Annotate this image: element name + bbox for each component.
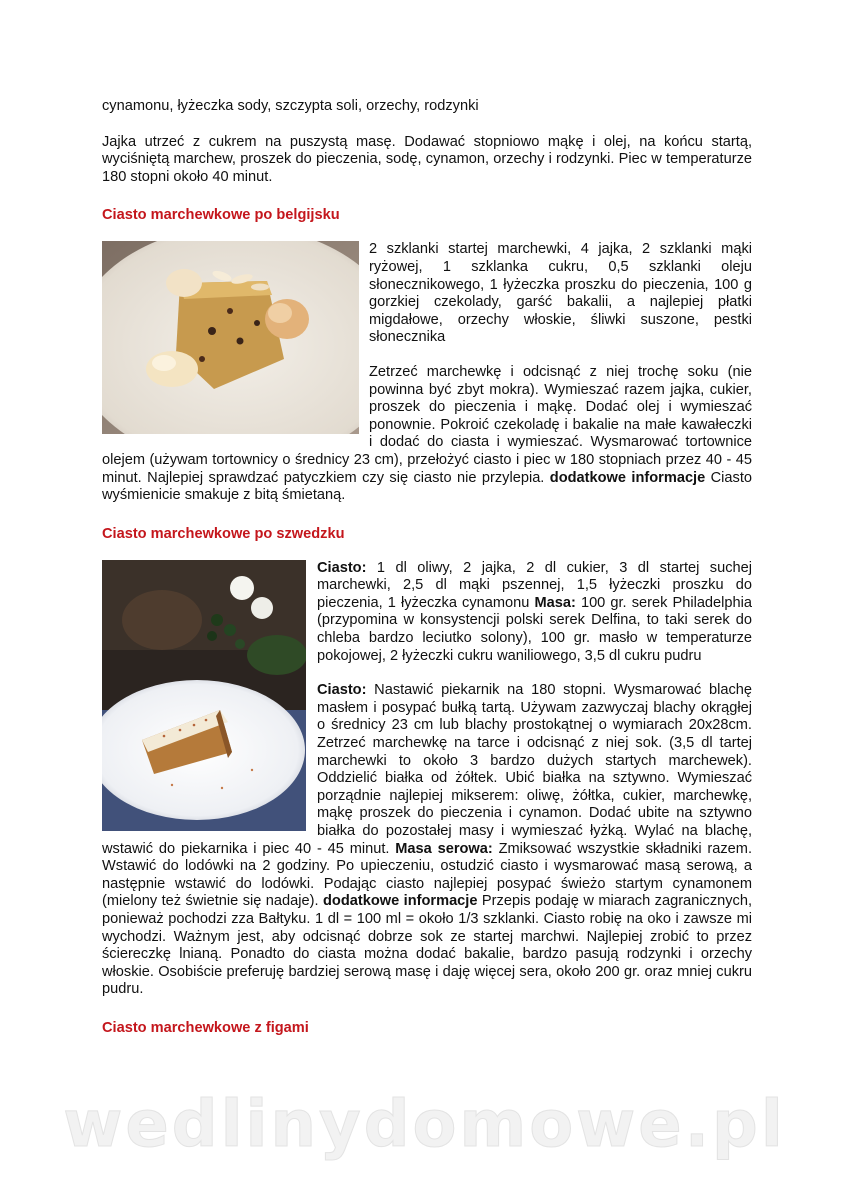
intro-method: Jajka utrzeć z cukrem na puszystą masę. Dodawać stopniowo mąkę i olej, na końcu startą, wyciśniętą marchew, proszek do pieczenia, sodę, cynamon, orzechy i rodzynki. Piec w temperaturze 180 stopni około 40 minut. xyxy=(102,133,752,185)
belgian-extra-label: dodatkowe informacje xyxy=(549,469,706,486)
swedish-method-label-masa: Masa serowa: xyxy=(395,840,493,857)
swedish-cake-photo xyxy=(102,560,306,831)
belgian-method-text: Zetrzeć marchewkę i odcisnąć z niej trochę soku (nie powinna być zbyt mokra). Wymieszać razem jajka, cukier, proszek do pieczenia i mąkę. Dodać olej i wymieszać ponownie. Pokroić czekoladę i bakalie na małe kawałeczki i dodać do ciasta i wymieszać. Wysmarować tortownice olejem (używam tortownicy o średnicy 23 cm), przełożyć ciasto i piec w 180 stopniach przez 40 - 45 minut. Najlepiej sprawdzać patyczkiem czy się ciasto nie przylepia. xyxy=(102,363,752,486)
swedish-section xyxy=(102,560,752,999)
belgian-cake-photo xyxy=(102,241,359,434)
document-page xyxy=(102,98,752,1054)
intro-ingredients-tail: cynamonu, łyżeczka sody, szczypta soli, orzechy, rodzynki xyxy=(102,98,479,114)
swedish-ingr-label-ciasto: Ciasto: xyxy=(317,559,367,576)
belgian-extra-text: Ciasto wyśmienicie smakuje z bitą śmietaną. xyxy=(102,469,753,504)
swedish-method-label-ciasto: Ciasto: xyxy=(317,682,367,699)
site-watermark: wedlinydomowe.pl xyxy=(63,1088,786,1162)
figs-title: Ciasto marchewkowe z figami xyxy=(102,1019,309,1036)
swedish-method-masa: Zmiksować wszystkie składniki razem. Wstawić do lodówki na 2 godziny. Po upieczeniu, ostudzić ciasto i wysmarować masą serową, a następnie wstawić do lodówki. Podając ciasto najlepiej posypać świeżo startym cynamonem (mielony też świetnie się nadaje). xyxy=(102,840,752,910)
swedish-ingr-ciasto: 1 dl oliwy, 2 jajka, 2 dl cukier, 3 dl startej suchej marchewki, 2,5 dl mąki pszennej, 1,5 łyżeczki proszku do pieczenia, 1 łyżeczka cynamonu xyxy=(317,559,752,611)
swedish-extra-label: dodatkowe informacje xyxy=(323,893,478,910)
swedish-title: Ciasto marchewkowe po szwedzku xyxy=(102,525,345,542)
belgian-section xyxy=(102,241,752,504)
swedish-extra-text: Przepis podaję w miarach zagranicznych, ponieważ pochodzi zza Bałtyku. 1 dl = 100 ml = około 1/3 szklanki. Ciasto robię na oko i zawsze mi wychodzi. Ważnym jest, aby odcisnąć dobrze sok ze startej marchwi. Najlepiej zrobić to przez ściereczkę lnianą. Ponadto do ciasta można dodać bakalie, bardzo pasują rodzynki i orzechy włoskie. Osobiście preferuję bardziej serową masę i daję więcej sera, około 200 gr. oraz mniej cukru pudru. xyxy=(102,893,753,998)
swedish-ingr-label-masa: Masa: xyxy=(534,594,576,611)
swedish-ingr-masa: 100 gr. serek Philadelphia (przypomina w konsystencji polski serek Delfina, to taki serek do chleba bardzo leciutko solony), 100 gr. masło w temperaturze pokojowej, 2 łyżeczki cukru waniliowego, 3,5 dl cukru pudru xyxy=(317,594,752,664)
belgian-ingredients: 2 szklanki startej marchewki, 4 jajka, 2 szklanki mąki ryżowej, 1 szklanka cukru, 0,5 szklanki oleju słonecznikowego, 1 łyżeczka proszku do pieczenia, 100 g gorzkiej czekolady, garść bakalii, a najlepiej płatki migdałowe, orzechy włoskie, śliwki suszone, pestki słonecznika xyxy=(369,241,752,346)
swedish-method-ciasto: Nastawić piekarnik na 180 stopni. Wysmarować blachę masłem i posypać bułką tartą. Używam zazwyczaj blachy okrągłej o średnicy 23 cm lub blachy prostokątnej o wymiarach 20x28cm. Zetrzeć marchewkę na tarce i odcisnąć z niej sok. (3,5 dl tartej marchewki to około 3 bardzo dużych startych marchewek). Oddzielić białka od żółtek. Ubić białka na sztywno. Wymieszać porządnie najlepiej mikserem: oliwę, żółtka, cukier, marchewkę, mąkę proszek do pieczenia i cynamon. Dodać ubite na sztywno białka do pozostałej masy i wymieszać łyżką. Wylać na blachę, wstawić do piekarnika i piec 40 - 45 minut. xyxy=(102,682,752,857)
belgian-title: Ciasto marchewkowe po belgijsku xyxy=(102,207,340,224)
